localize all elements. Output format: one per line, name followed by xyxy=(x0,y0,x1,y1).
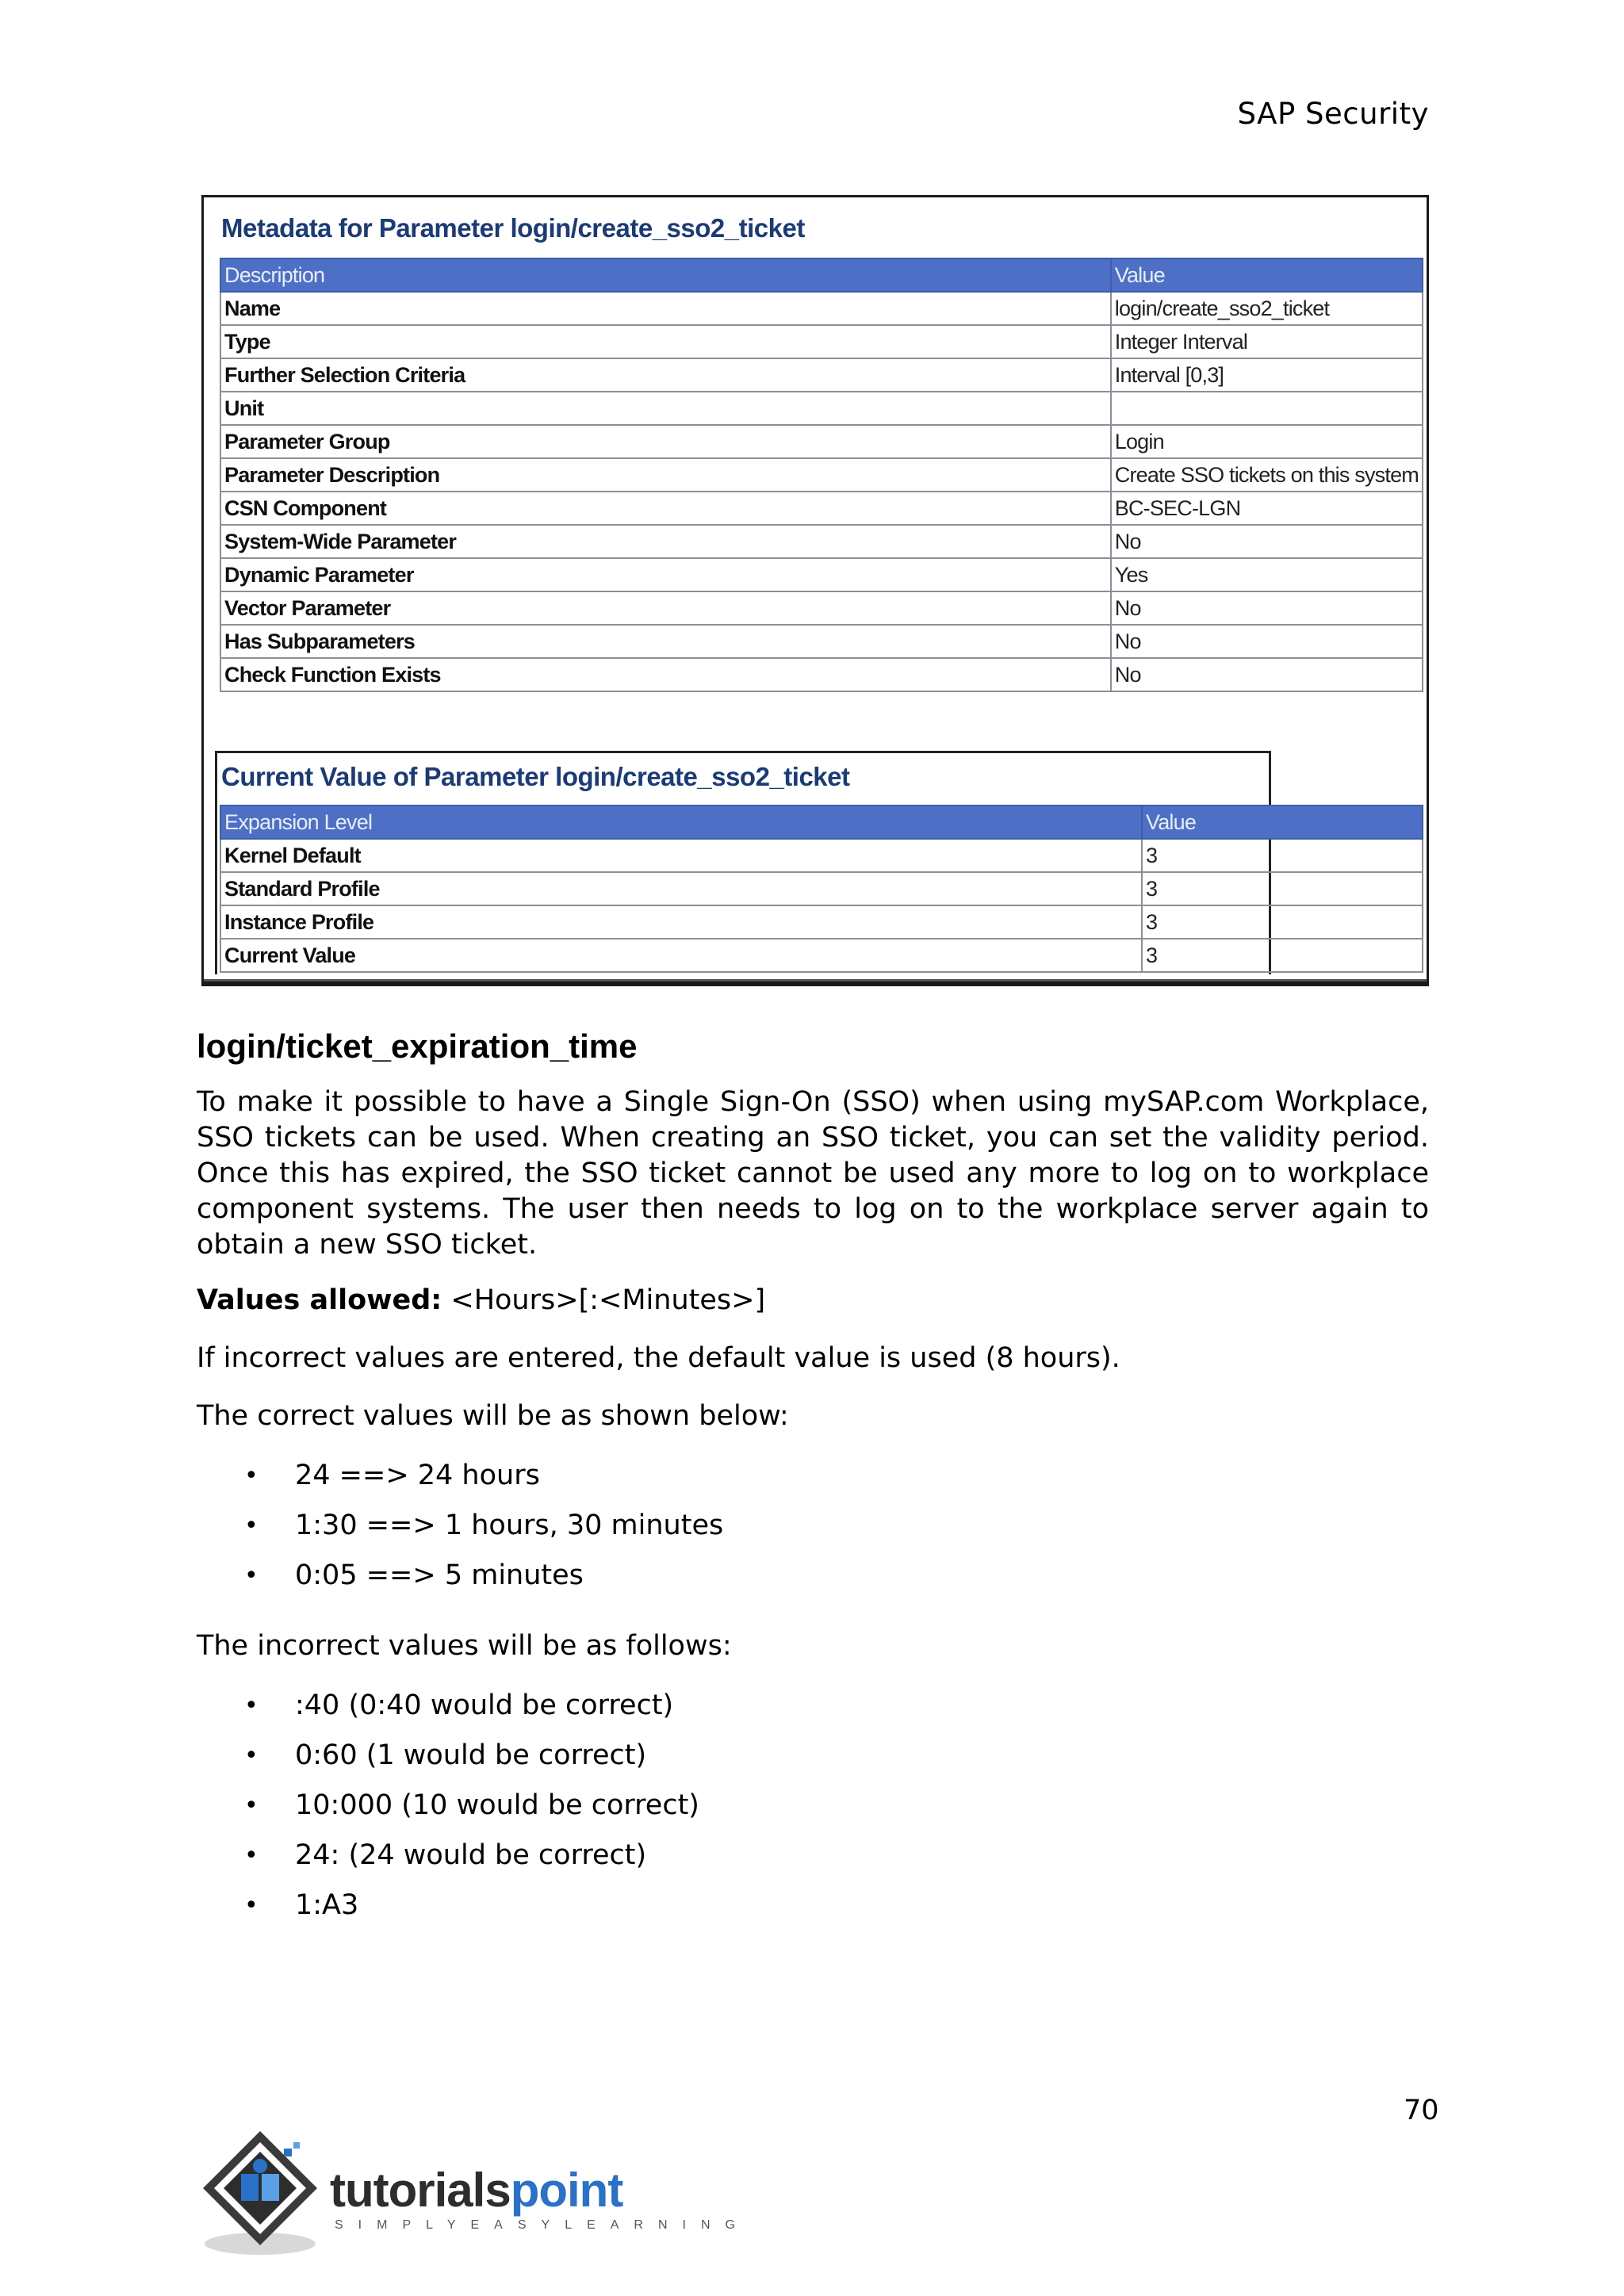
correct-values-list xyxy=(197,1451,723,1601)
correct-value-item: • 0:05 ==> 5 minutes xyxy=(197,1551,723,1601)
incorrect-value-item: • 0:60 (1 would be correct) xyxy=(197,1731,699,1781)
metadata-row xyxy=(220,392,1423,425)
metadata-row xyxy=(220,458,1423,492)
current-value-value-cell: 3 xyxy=(1142,839,1423,872)
current-value-value-cell: 3 xyxy=(1142,872,1423,905)
metadata-value-cell: Create SSO tickets on this system xyxy=(1111,458,1423,492)
incorrect-values-list xyxy=(197,1681,699,1931)
metadata-value-cell: No xyxy=(1111,658,1423,691)
metadata-value-cell: Login xyxy=(1111,425,1423,458)
current-value-value-cell: 3 xyxy=(1142,939,1423,972)
incorrect-value-item: • 10:000 (10 would be correct) xyxy=(197,1781,699,1831)
current-value-value-cell: 3 xyxy=(1142,905,1423,939)
logo-emblem-icon xyxy=(195,2125,338,2264)
metadata-value-cell: Integer Interval xyxy=(1111,325,1423,358)
current-value-title: Current Value of Parameter login/create_sso2_ticket xyxy=(221,762,850,791)
header-expansion-level: Expansion Level xyxy=(220,806,1142,839)
metadata-row xyxy=(220,292,1423,325)
metadata-label-cell: System-Wide Parameter xyxy=(220,525,1111,558)
page-number: 70 xyxy=(1404,2095,1439,2126)
metadata-value-cell xyxy=(1111,392,1423,425)
running-header: SAP Security xyxy=(1237,97,1429,131)
metadata-row xyxy=(220,558,1423,591)
metadata-label-cell: Parameter Group xyxy=(220,425,1111,458)
metadata-row xyxy=(220,358,1423,392)
tutorialspoint-logo xyxy=(195,2125,750,2264)
values-allowed-text: <Hours>[:<Minutes>] xyxy=(442,1284,766,1316)
metadata-label-cell: Check Function Exists xyxy=(220,658,1111,691)
metadata-value-cell: Interval [0,3] xyxy=(1111,358,1423,392)
current-value-label-cell: Current Value xyxy=(220,939,1142,972)
parameter-screenshot xyxy=(201,195,1429,986)
metadata-value-cell: login/create_sso2_ticket xyxy=(1111,292,1423,325)
metadata-label-cell: Vector Parameter xyxy=(220,591,1111,625)
incorrect-value-item: • 1:A3 xyxy=(197,1881,699,1931)
metadata-row xyxy=(220,625,1423,658)
metadata-value-cell: No xyxy=(1111,625,1423,658)
current-value-label-cell: Standard Profile xyxy=(220,872,1142,905)
header-value: Value xyxy=(1111,258,1423,292)
current-value-label-cell: Kernel Default xyxy=(220,839,1142,872)
metadata-header-row xyxy=(220,258,1423,292)
metadata-label-cell: CSN Component xyxy=(220,492,1111,525)
incorrect-note: If incorrect values are entered, the default value is used (8 hours). xyxy=(197,1342,1120,1374)
current-value-row xyxy=(220,905,1423,939)
metadata-value-cell: No xyxy=(1111,591,1423,625)
metadata-label-cell: Dynamic Parameter xyxy=(220,558,1111,591)
header-value: Value xyxy=(1142,806,1423,839)
values-allowed-label: Values allowed: xyxy=(197,1284,442,1316)
section-heading: login/ticket_expiration_time xyxy=(197,1027,638,1065)
metadata-title: Metadata for Parameter login/create_sso2_ticket xyxy=(221,213,805,243)
logo-wordmark: tutorialspoint xyxy=(330,2164,623,2217)
figure-bottom-border xyxy=(201,982,1429,986)
current-header-row xyxy=(220,806,1423,839)
current-value-table xyxy=(220,805,1423,973)
header-description: Description xyxy=(220,258,1111,292)
current-value-label-cell: Instance Profile xyxy=(220,905,1142,939)
values-allowed-line xyxy=(197,1284,765,1316)
incorrect-values-intro: The incorrect values will be as follows: xyxy=(197,1630,732,1662)
metadata-value-cell: BC-SEC-LGN xyxy=(1111,492,1423,525)
metadata-label-cell: Unit xyxy=(220,392,1111,425)
metadata-row xyxy=(220,591,1423,625)
correct-value-item: • 1:30 ==> 1 hours, 30 minutes xyxy=(197,1501,723,1551)
metadata-value-cell: No xyxy=(1111,525,1423,558)
metadata-row xyxy=(220,425,1423,458)
current-value-row xyxy=(220,872,1423,905)
logo-tagline: SIMPLYEASYLEARNING xyxy=(335,2218,750,2232)
correct-value-item: • 24 ==> 24 hours xyxy=(197,1451,723,1501)
incorrect-value-item: • :40 (0:40 would be correct) xyxy=(197,1681,699,1731)
metadata-row xyxy=(220,325,1423,358)
incorrect-value-item: • 24: (24 would be correct) xyxy=(197,1831,699,1881)
intro-paragraph: To make it possible to have a Single Sign-On (SSO) when using mySAP.com Workplace, SSO tickets can be used. When creating an SSO ticket, you can set the validity period. Once this has expired, the SSO ticket cannot be used any more to log on to workplace component systems. The user then needs to log on to the workplace server again to obtain a new SSO ticket. xyxy=(197,1086,1429,1261)
metadata-table xyxy=(220,258,1423,692)
metadata-label-cell: Has Subparameters xyxy=(220,625,1111,658)
metadata-label-cell: Parameter Description xyxy=(220,458,1111,492)
metadata-row xyxy=(220,525,1423,558)
current-value-row xyxy=(220,839,1423,872)
current-value-row xyxy=(220,939,1423,972)
metadata-label-cell: Type xyxy=(220,325,1111,358)
correct-values-intro: The correct values will be as shown below: xyxy=(197,1400,789,1432)
metadata-label-cell: Further Selection Criteria xyxy=(220,358,1111,392)
metadata-label-cell: Name xyxy=(220,292,1111,325)
metadata-row xyxy=(220,658,1423,691)
metadata-row xyxy=(220,492,1423,525)
metadata-value-cell: Yes xyxy=(1111,558,1423,591)
